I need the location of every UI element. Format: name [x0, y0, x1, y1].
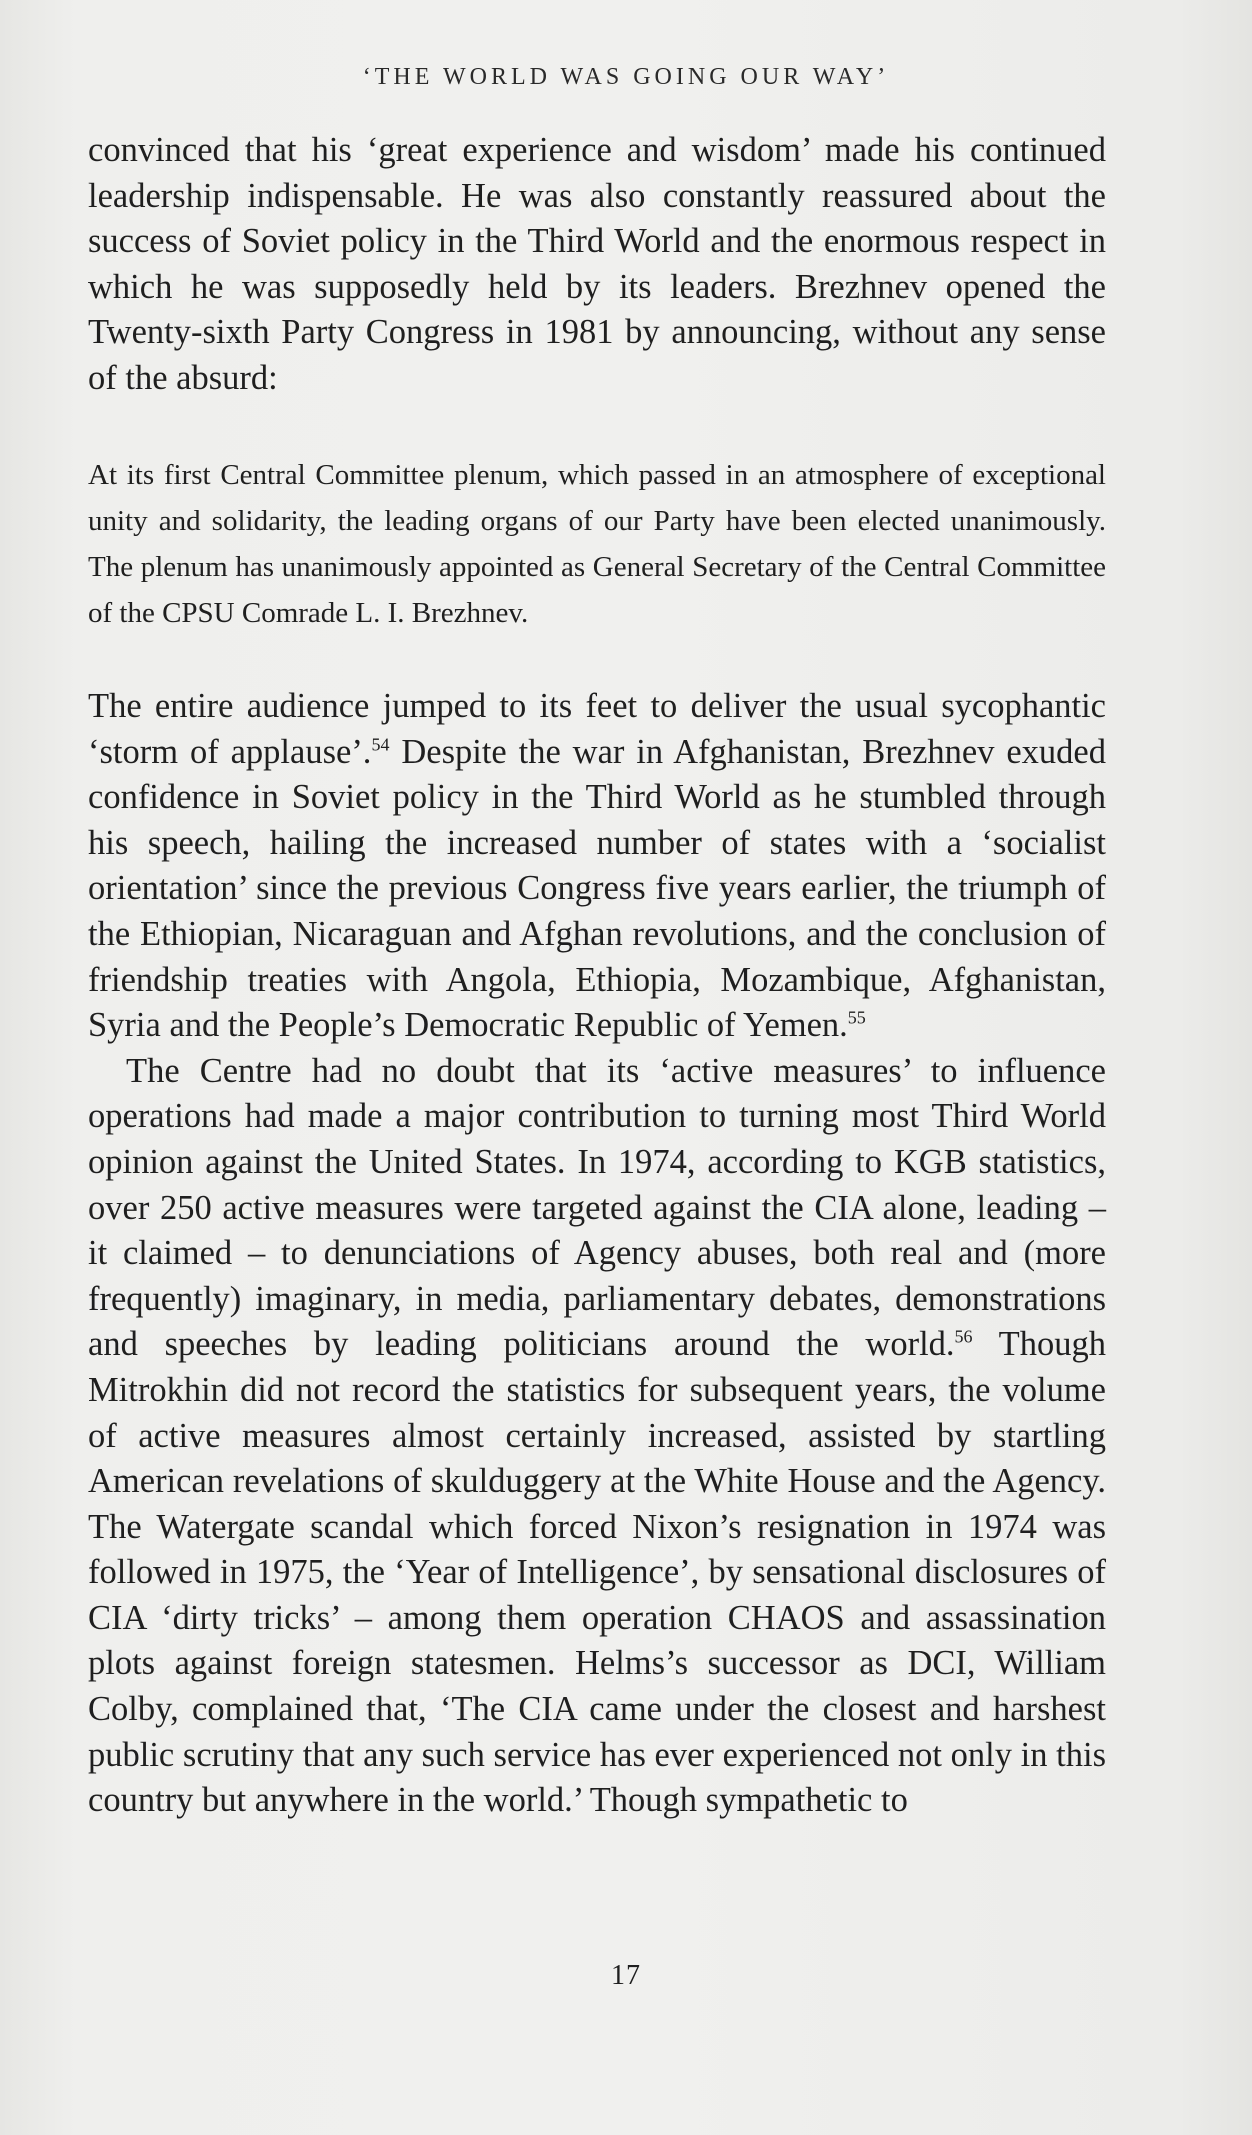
paragraph-text: Despite the war in Afghanistan, Brezhnev exuded confidence in Soviet policy in the Third World as he stumbled through his speech, hailing the increased number of states with a ‘socialist orientation’ since the previous Congress five years earlier, the triumph of the Ethiopian, Nicaraguan and Afghan revolutions, and the conclusion of friendship treaties with Angola, Ethiopia, Mozambique, Afghanistan, Syria and the People’s Democratic Republic of Yemen.: [88, 732, 1106, 1045]
paragraph-text: convinced that his ‘great experience and wisdom’ made his continued leadership indispensable. He was also constantly reassured about the success of Soviet policy in the Third World and the enormous respect in which he was supposedly held by its leaders. Brezhnev opened the Twenty-sixth Party Congress in 1981 by announcing, without any sense of the absurd:: [88, 131, 1106, 397]
paragraph-text: The Centre had no doubt that its ‘active measures’ to influence operations had made a major contribution to turning most Third World opinion against the United States. In 1974, according to KGB statistics, over 250 active measures were targeted against the CIA alone, leading – it claimed – to denunciations of Agency abuses, both real and (more frequently) imaginary, in media, parliamentary debates, demonstrations and speeches by leading politicians around the world.: [88, 1051, 1106, 1364]
paragraph-congress: [88, 684, 1106, 1049]
block-quote: At its first Central Committee plenum, which passed in an atmosphere of exceptional unity and solidarity, the leading organs of our Party have been elected unanimously. The plenum has unanimously appointed as General Secretary of the Central Committee of the CPSU Comrade L. I. Brezhnev.: [88, 459, 1106, 629]
running-head: ‘THE WORLD WAS GOING OUR WAY’: [362, 64, 890, 90]
paragraph-intro: [88, 128, 1106, 402]
main-text: [88, 684, 1106, 1824]
paragraph-active-measures: [88, 1049, 1106, 1824]
paragraph-text: The entire audience jumped to its feet to deliver the usual sycophantic ‘storm of applause’.: [88, 687, 1106, 771]
footnote-ref-54[interactable]: 54: [371, 734, 390, 755]
page-number: 17: [611, 1960, 641, 1991]
paragraph-text: Though Mitrokhin did not record the statistics for subsequent years, the volume of active measures almost certainly increased, assisted by startling American revelations of skulduggery at the White House and the Agency. The Watergate scandal which forced Nixon’s resignation in 1974 was followed in 1975, the ‘Year of Intelligence’, by sensational disclosures of CIA ‘dirty tricks’ – among them operation CHAOS and assassination plots against foreign statesmen. Helms’s successor as DCI, William Colby, complained that, ‘The CIA came under the closest and harshest public scrutiny that any such service has ever experienced not only in this country but anywhere in the world.’ Though sympathetic to: [88, 1325, 1106, 1820]
footnote-ref-56[interactable]: 56: [954, 1326, 973, 1347]
footnote-ref-55[interactable]: 55: [847, 1007, 866, 1028]
